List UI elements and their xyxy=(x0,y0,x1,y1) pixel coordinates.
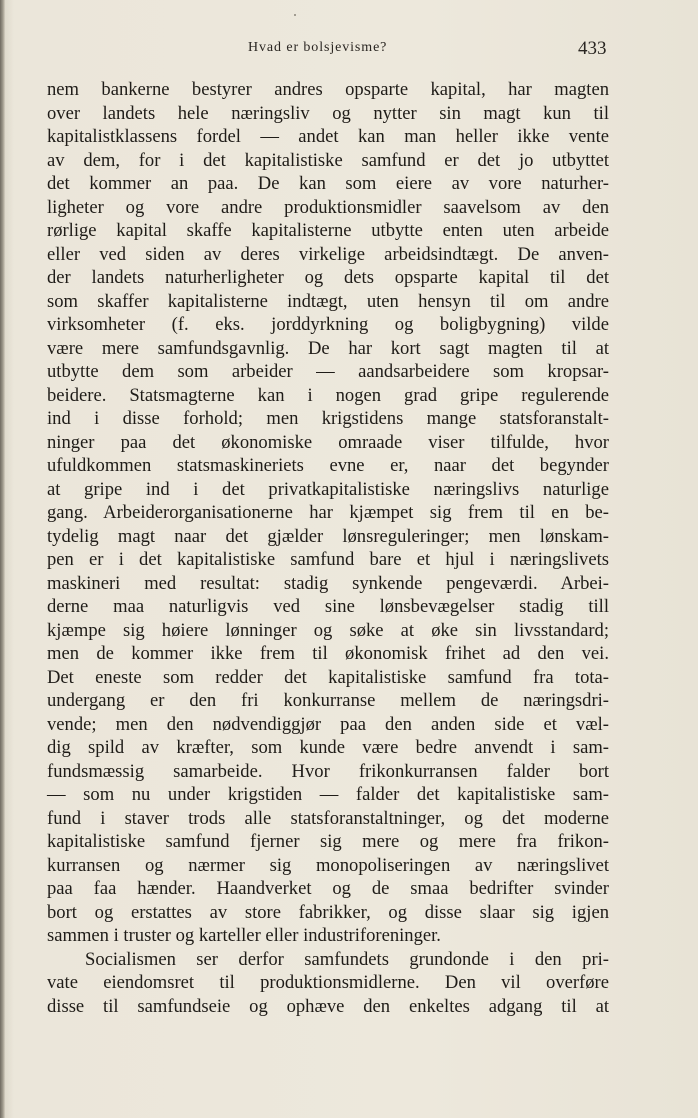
running-head xyxy=(0,38,698,62)
text-line: kjæmpe sig høiere lønninger og søke at øke sin livsstandard; xyxy=(47,619,609,641)
text-line: at gripe ind i det privatkapitalistiske næringslivs naturlige xyxy=(47,478,609,500)
binding-edge xyxy=(0,0,5,1118)
text-line: det kommer an paa. De kan som eiere av vore naturher- xyxy=(47,173,609,194)
text-line: paa faa hænder. Haandverket og de smaa bedrifter svinder xyxy=(47,878,609,899)
text-line: fundsmæssig samarbeide. Hvor frikonkurransen falder bort xyxy=(47,760,609,782)
text-line: kapitalistklassens fordel — andet kan man heller ikke vente xyxy=(47,126,609,147)
text-line: ligheter og vore andre produktionsmidler saavelsom av den xyxy=(47,196,609,218)
text-line: men de kommer ikke frem til økonomisk frihet ad den vei. xyxy=(47,643,609,664)
text-line: vate eiendomsret til produktionsmidlerne. Den vil overføre xyxy=(47,972,609,993)
text-line: være mere samfundsgavnlig. De har kort sagt magten til at xyxy=(47,337,609,359)
text-line: rørlige kapital skaffe kapitalisterne utbytte enten uten arbeide xyxy=(47,220,609,241)
text-line: pen er i det kapitalistiske samfund bare et hjul i næringslivets xyxy=(47,549,609,570)
text-line: eller ved siden av deres virkelige arbeidsindtægt. De anven- xyxy=(47,243,609,265)
text-line: kurransen og nærmer sig monopoliseringen av næringslivet xyxy=(47,854,609,876)
body-text xyxy=(47,78,609,1018)
text-line: maskineri med resultat: stadig synkende pengeværdi. Arbei- xyxy=(47,572,609,594)
text-line: over landets hele næringsliv og nytter sin magt kun til xyxy=(47,102,609,124)
paragraph-first-line: Socialismen ser derfor samfundets grundonde i den pri- xyxy=(85,948,609,970)
text-line: nem bankerne bestyrer andres opsparte kapital, har magten xyxy=(47,79,609,100)
page-number: 433 xyxy=(578,38,607,59)
text-line: tydelig magt naar det gjælder lønsreguleringer; men lønskam- xyxy=(47,525,609,547)
text-line: derne maa naturligvis ved sine lønsbevægelser stadig till xyxy=(47,596,609,617)
text-line: ninger paa det økonomiske omraade viser tilfulde, hvor xyxy=(47,431,609,453)
text-line: dig spild av kræfter, som kunde være bedre anvendt i sam- xyxy=(47,737,609,758)
text-line: bort og erstattes av store fabrikker, og disse slaar sig igjen xyxy=(47,901,609,923)
text-line: ufuldkommen statsmaskineriets evne er, naar det begynder xyxy=(47,455,609,476)
text-line: — som nu under krigstiden — falder det kapitalistiske sam- xyxy=(47,784,609,805)
text-line: der landets naturherligheter og dets opsparte kapital til det xyxy=(47,267,609,288)
running-title: Hvad er bolsjevisme? xyxy=(248,40,388,55)
text-line: gang. Arbeiderorganisationerne har kjæmpet sig frem til en be- xyxy=(47,502,609,523)
text-line: undergang er den fri konkurranse mellem de næringsdri- xyxy=(47,690,609,711)
text-line: som skaffer kapitalisterne indtægt, uten hensyn til om andre xyxy=(47,290,609,312)
paragraph-end-line: sammen i truster og karteller eller industriforeninger. xyxy=(47,925,441,946)
text-line: disse til samfundseie og ophæve den enkeltes adgang til at xyxy=(47,995,609,1017)
text-line: virksomheter (f. eks. jorddyrkning og boligbygning) vilde xyxy=(47,314,609,335)
text-line: Det eneste som redder det kapitalistiske samfund fra tota- xyxy=(47,666,609,688)
text-line: kapitalistiske samfund fjerner sig mere og mere fra frikon- xyxy=(47,831,609,852)
paper-speck xyxy=(294,14,296,16)
text-line: av dem, for i det kapitalistiske samfund er det jo utbyttet xyxy=(47,149,609,171)
text-line: ind i disse forhold; men krigstidens mange statsforanstalt- xyxy=(47,408,609,429)
text-line: fund i staver trods alle statsforanstaltninger, og det moderne xyxy=(47,807,609,829)
text-line: vende; men den nødvendiggjør paa den anden side et væl- xyxy=(47,713,609,735)
text-line: utbytte dem som arbeider — aandsarbeidere som kropsar- xyxy=(47,361,609,382)
text-line: beidere. Statsmagterne kan i nogen grad gripe regulerende xyxy=(47,384,609,406)
